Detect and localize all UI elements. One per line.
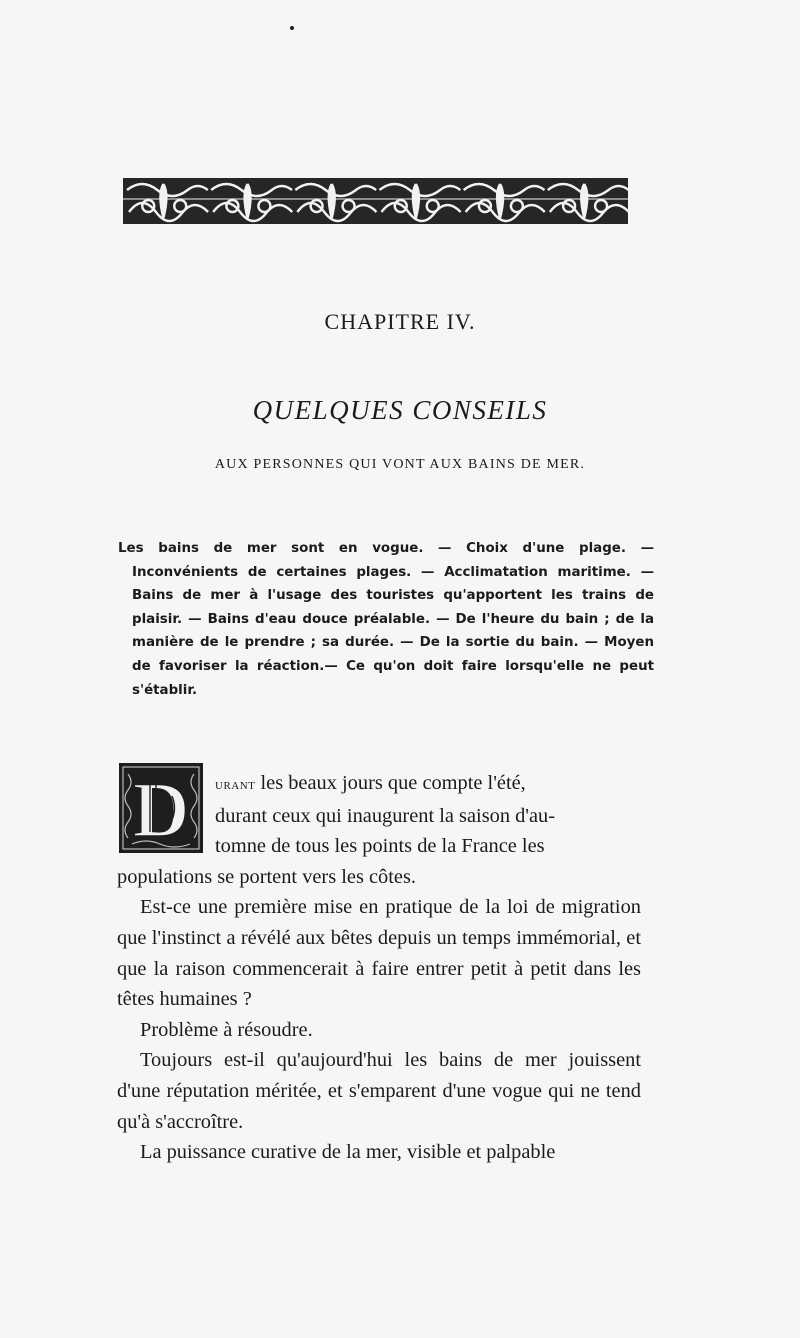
opening-line-2: durant ceux qui inaugurent la saison d'au- bbox=[215, 804, 556, 827]
opening-word: urant bbox=[215, 776, 256, 793]
dropcap-letter: D bbox=[132, 766, 190, 853]
chapter-subtitle: AUX PERSONNES QUI VONT AUX BAINS DE MER. bbox=[214, 457, 586, 472]
header-ornament bbox=[123, 176, 628, 226]
chapter-number: CHAPITRE IV. bbox=[324, 309, 476, 334]
opening-line: urant les beaux jours que compte l'été, bbox=[215, 772, 526, 794]
paragraph-5: La puissance curative de la mer, visible et palpable bbox=[140, 1141, 556, 1164]
ink-speck bbox=[290, 26, 294, 30]
opening-line-3: tomne de tous les points de la France les bbox=[215, 835, 545, 858]
opening-line-4: populations se portent vers les côtes. bbox=[117, 865, 416, 888]
chapter-summary: Les bains de mer sont en vogue. — Choix d'une plage. — Inconvénients de certaines plages. — Acclimatation maritime. — Bains de mer à l'usage des touristes qu'apportent les trains de plaisir. — Bains d'eau douce préalable. — De l'heure du bain ; de la manière de le prendre ; sa durée. — De la sortie du bain. — Moyen de favoriser la réaction.— Ce qu'on doit faire lorsqu'elle ne peut s'établir. bbox=[118, 541, 654, 698]
chapter-title: QUELQUES CONSEILS bbox=[252, 395, 548, 425]
paragraph-2: Est-ce une première mise en pratique de la loi de migration que l'instinct a révélé aux bêtes depuis un temps immémorial, et que la raison commencerait à faire entrer petit à petit dans les têtes humaines ? bbox=[117, 896, 641, 1011]
body-text bbox=[117, 768, 641, 1168]
paragraph-3: Problème à résoudre. bbox=[140, 1018, 313, 1041]
paragraph-4: Toujours est-il qu'aujourd'hui les bains de mer jouissent d'une réputation méritée, et s'emparent d'une vogue qui ne tend qu'à s'accroître. bbox=[117, 1049, 641, 1133]
